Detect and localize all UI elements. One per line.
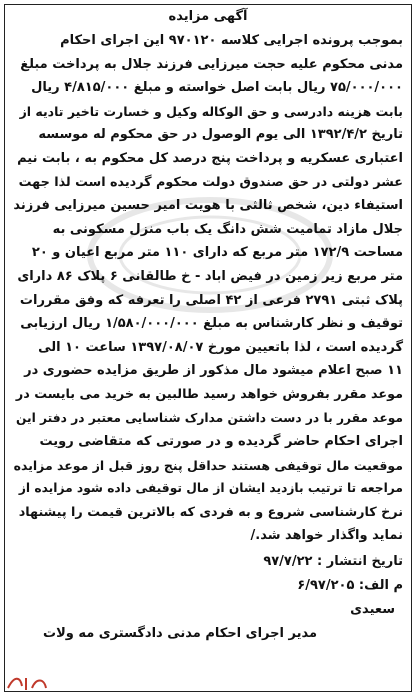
notice-body-line: اعتباری عسکریه و پرداخت پنج درصد کل محکوم به ، بابت نیم — [17, 150, 403, 166]
notice-body-line: موقعیت مال توقیفی هستند حداقل پنج روز قبل از موعد مزایده — [13, 457, 403, 473]
publish-date: تاریخ انتشار : ۹۷/۷/۲۲ — [263, 554, 403, 570]
notice-body-line: اجرای احکام حاضر گردیده و در صورتی که متقاضی رویت — [39, 434, 403, 450]
notice-body-line: ۷۵/۰۰۰/۰۰۰ ریال بابت اصل خواسته و مبلغ ۴/۸۱۵/۰۰۰ ریال — [31, 80, 403, 96]
notice-body-line: عشر دولتی در حق صندوق دولت محکوم گردیده است لذا جهت — [18, 174, 403, 190]
notice-body-line: گردیده است ، لذا باتعیین مورخ ۱۳۹۷/۰۸/۰۷ ساعت ۱۰ الی — [38, 339, 403, 355]
notice-body-line: جلال مازاد تمامیت شش دانگ یک باب منزل مسکونی به — [52, 221, 403, 237]
notice-body-line: توقیف و نظر کارشناس به مبلغ ۱/۵۸۰/۰۰۰/۰۰۰ ریال ارزیابی — [20, 316, 403, 332]
notice-body-line: نماید واگذار خواهد شد./ — [250, 528, 403, 544]
notice-body-line: ۱۱ صبح اعلام میشود مال مذکور از طریق مزایده حضوری در — [24, 363, 403, 379]
notice-body-line: استیفاء دین، شخص ثالثی با هویت امیر حسین میرزایی فرزند — [13, 198, 403, 214]
signer-title: مدیر اجرای احکام مدنی دادگستری مه ولات — [43, 626, 318, 642]
notice-body-line: نرخ کارشناسی شروع و به فردی که بالاترین قیمت را پیشنهاد — [18, 504, 403, 520]
notice-body-line: مدنی محکوم علیه حجت میرزایی فرزند جلال به پرداخت مبلغ — [20, 56, 403, 72]
notice-meta — [13, 550, 403, 646]
auction-notice — [4, 4, 412, 692]
handwritten-mark — [6, 674, 50, 692]
notice-body-line: بابت هزینه دادرسی و حق الوکاله وکیل و خسارت تاخیر تادیه از — [19, 103, 403, 119]
notice-body-line: موعد مقرر با در دست داشتن مدارک شناسایی معتبر در دفتر این — [15, 410, 403, 425]
notice-body-line: مراجعه تا ترتیب بازدید ایشان از مال توقیفی داده شود مزایده از — [18, 481, 403, 496]
notice-body-line: پلاک ثبتی ۲۷۹۱ فرعی از ۴۲ اصلی را تعرفه که وفق مقررات — [19, 292, 403, 308]
signer-name: سعیدی — [350, 602, 395, 618]
notice-title: آگهی مزایده — [168, 9, 248, 24]
reference-code: م الف: ۶/۹۷/۲۰۵ — [297, 578, 403, 594]
notice-body-line: مساحت ۱۷۲/۹ متر مربع که دارای ۱۱۰ متر مربع اعیان و ۲۰ — [31, 245, 403, 261]
notice-body-line: موعد مقرر بفروش خواهد رسید طالبین به خرید می بایست در — [15, 386, 403, 402]
notice-body — [13, 29, 403, 548]
notice-body-line: بموجب پرونده اجرایی کلاسه ۹۷۰۱۲۰ این اجرای احکام — [60, 33, 403, 48]
notice-body-line: تاریخ ۱۳۹۲/۴/۲ الی یوم الوصول در حق محکوم له موسسه — [38, 127, 403, 143]
notice-body-line: متر مربع زیر زمین در فیض اباد - خ طالقانی ۶ پلاک ۸۶ دارای — [17, 268, 403, 284]
